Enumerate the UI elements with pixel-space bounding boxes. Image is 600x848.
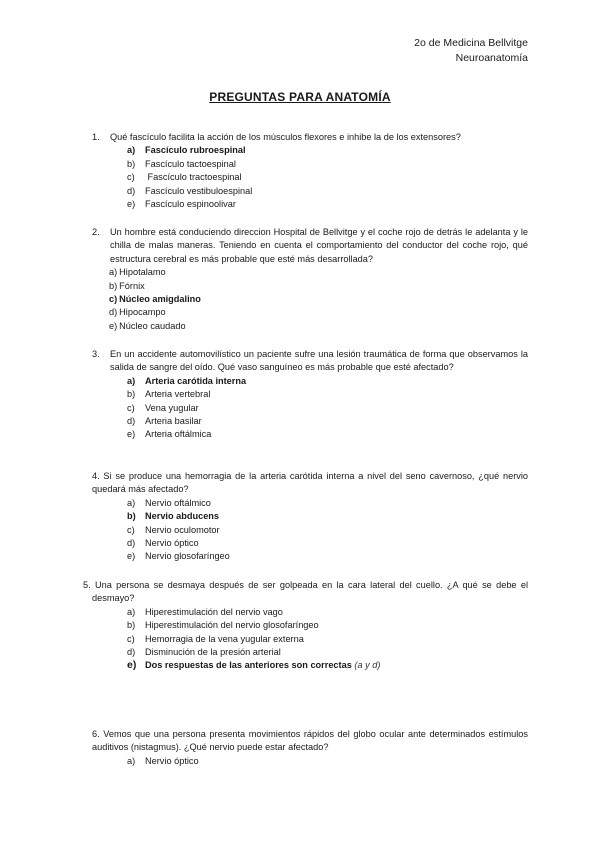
question-stem (92, 226, 528, 266)
option-d (109, 306, 528, 319)
option-letter: b) (127, 158, 136, 169)
header-course: 2o de Medicina Bellvitge (414, 37, 528, 49)
option-letter: a) (127, 606, 136, 617)
option-letter: c) (109, 294, 118, 304)
option-a (127, 144, 528, 157)
option-a (127, 606, 528, 619)
option-e (127, 428, 528, 441)
options-list (92, 266, 528, 333)
question-number: 3. (92, 349, 100, 359)
page-title: PREGUNTAS PARA ANATOMÍA (209, 90, 391, 104)
question-stem (92, 470, 528, 497)
question-3 (92, 348, 528, 442)
question-text: 6. Vemos que una persona presenta movimientos rápidos del globo ocular ante determinados estímulos auditivos (nistagmus). ¿Qué nervio puede estar afectado? (92, 729, 528, 753)
option-letter: a) (109, 267, 118, 278)
option-text: Nervio oftálmico (145, 497, 211, 508)
option-c (127, 171, 528, 184)
question-number: 1. (92, 132, 100, 142)
option-text: Nervio glosofaríngeo (145, 551, 230, 562)
option-text: Vena yugular (145, 402, 199, 413)
option-d (127, 537, 528, 550)
option-text: Hiperestimulación del nervio vago (145, 606, 283, 617)
option-c (109, 293, 528, 306)
option-letter: e) (109, 320, 118, 331)
option-text: Hipotalamo (119, 267, 166, 278)
question-stem (92, 131, 528, 144)
option-letter: d) (127, 415, 136, 426)
option-letter: c) (127, 633, 135, 644)
options-list (92, 755, 528, 768)
option-text: Núcleo amigdalino (119, 294, 201, 304)
question-4 (92, 470, 528, 564)
option-text: Arteria vertebral (145, 389, 211, 400)
option-letter: b) (127, 620, 136, 631)
option-text: Fascículo espinoolivar (145, 198, 236, 209)
option-letter: d) (127, 185, 136, 196)
answer-note: (a y d) (354, 660, 381, 671)
question-stem (92, 728, 528, 755)
document-header (414, 36, 528, 66)
option-letter: a) (127, 755, 136, 766)
option-e (127, 198, 528, 211)
question-2 (92, 226, 528, 333)
option-text: Nervio abducens (145, 511, 220, 522)
question-number: 2. (92, 227, 100, 237)
option-text: Arteria basilar (145, 415, 202, 426)
option-letter: c) (127, 172, 135, 183)
question-text: 4. Si se produce una hemorragia de la arteria carótida interna a nivel del seno cavernoso, ¿qué nervio quedará más afectado? (92, 471, 528, 495)
question-stem (92, 348, 528, 375)
options-list (92, 144, 528, 211)
option-letter: d) (127, 537, 136, 548)
option-text: Núcleo caudado (119, 320, 186, 331)
option-a (127, 755, 528, 768)
option-d (127, 646, 528, 659)
option-c (127, 633, 528, 646)
option-c (127, 524, 528, 537)
option-text: Nervio oculomotor (145, 524, 220, 535)
option-text: Fórnix (119, 280, 145, 291)
option-letter: e) (127, 551, 136, 562)
option-text: Nervio óptico (145, 755, 199, 766)
option-text: Arteria oftálmica (145, 429, 212, 440)
question-text: En un accidente automovilístico un paciente sufre una lesión traumática de forma que observamos la salida de sangre del oído. Qué vaso sanguíneo es más probable que esté afectado? (110, 349, 528, 373)
option-text: Hemorragia de la vena yugular externa (145, 633, 304, 644)
option-text-main: Dos respuestas de las anteriores son correctas (145, 660, 352, 671)
question-text: Un hombre está conduciendo direccion Hospital de Bellvitge y el coche rojo de detrás le adelanta y le chilla de malas maneras. Teniendo en cuenta el comportamiento del conductor del coche rojo, qué estructura cerebral es más probable que esté más desarrollada? (110, 227, 528, 264)
question-stem (83, 579, 528, 606)
option-letter: d) (109, 307, 118, 318)
option-e (109, 320, 528, 333)
option-d (127, 185, 528, 198)
question-1 (92, 131, 528, 211)
question-5 (83, 579, 528, 673)
option-text: Hipocampo (119, 307, 166, 318)
option-letter: b) (127, 511, 136, 522)
options-list (92, 606, 528, 673)
option-letter: c) (127, 402, 135, 413)
option-text: Fascículo rubroespinal (145, 145, 246, 156)
option-e (127, 659, 528, 672)
options-list (92, 497, 528, 564)
option-a (127, 375, 528, 388)
option-letter: d) (127, 646, 136, 657)
option-letter: e) (127, 659, 137, 672)
question-text: 5. Una persona se desmaya después de ser golpeada en la cara lateral del cuello. ¿A qué se debe el desmayo? (83, 580, 528, 604)
option-text: Fascículo vestibuloespinal (145, 185, 253, 196)
option-text: Nervio óptico (145, 537, 199, 548)
option-letter: b) (127, 389, 136, 400)
option-letter: e) (127, 198, 136, 209)
question-6 (92, 728, 528, 768)
option-b (127, 619, 528, 632)
option-text: Arteria carótida interna (145, 375, 247, 386)
option-letter: a) (127, 497, 136, 508)
option-a (127, 497, 528, 510)
options-list (92, 375, 528, 442)
option-letter: e) (127, 429, 136, 440)
option-b (109, 280, 528, 293)
question-text: Qué fascículo facilita la acción de los músculos flexores e inhibe la de los extensores? (110, 132, 461, 142)
option-e (127, 550, 528, 563)
option-b (127, 158, 528, 171)
option-text: Fascículo tactoespinal (145, 158, 236, 169)
option-text: Fascículo tractoespinal (145, 172, 242, 183)
option-text (145, 659, 380, 672)
option-letter: b) (109, 280, 118, 291)
header-subject: Neuroanatomía (455, 52, 528, 64)
option-c (127, 402, 528, 415)
option-letter: c) (127, 524, 135, 535)
option-b (127, 510, 528, 523)
option-text: Disminución de la presión arterial (145, 646, 281, 657)
option-text: Hiperestimulación del nervio glosofaríngeo (145, 620, 319, 631)
option-letter: a) (127, 145, 136, 156)
option-d (127, 415, 528, 428)
option-a (109, 266, 528, 279)
option-letter: a) (127, 375, 136, 386)
option-b (127, 388, 528, 401)
